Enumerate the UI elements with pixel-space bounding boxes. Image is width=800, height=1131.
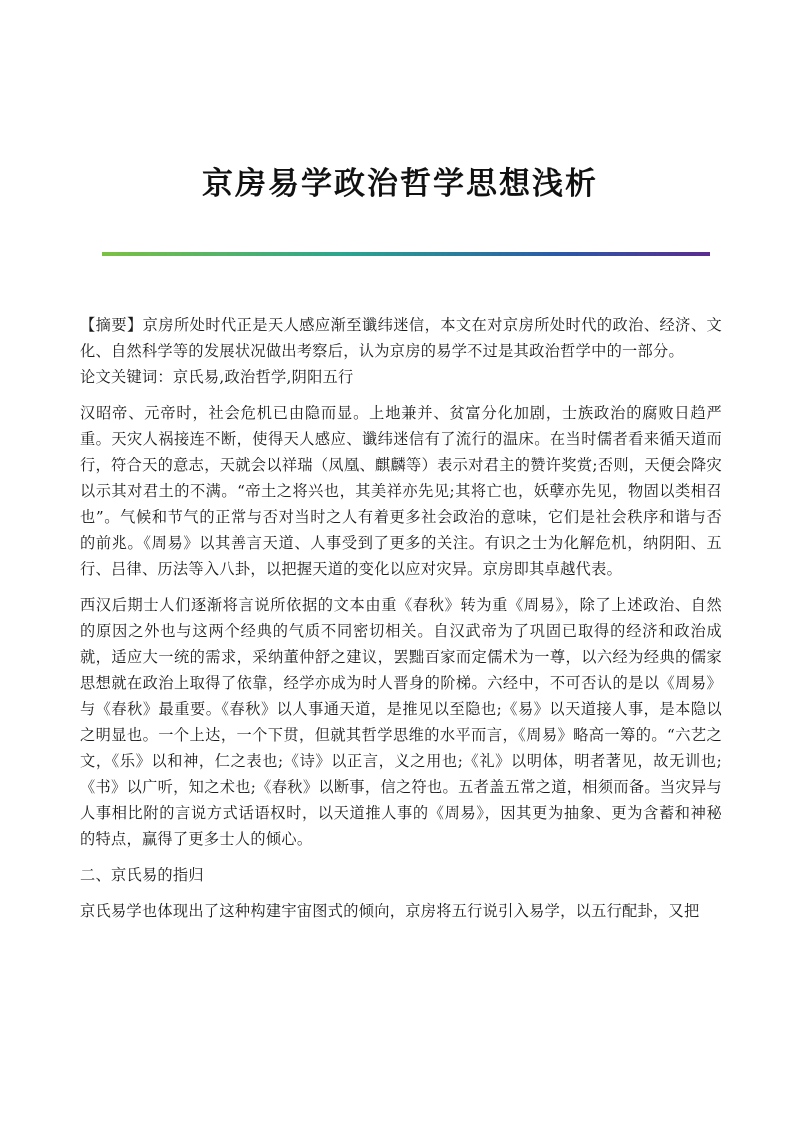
- paragraph-1: 汉昭帝、元帝时，社会危机已由隐而显。上地兼并、贫富分化加剧，士族政治的腐败日趋严重。天灾人祸接连不断，使得天人感应、谶纬迷信有了流行的温床。在当时儒者看来循天道而行，符合天的意志，天就会以祥瑞（凤凰、麒麟等）表示对君主的赞许奖赏;否则，天便会降灾以示其对君土的不满。“帝土之将兴也，其美祥亦先见;其将亡也，妖孽亦先见，物固以类相召也”。气候和节气的正常与否对当时之人有着更多社会政治的意味，它们是社会秩序和谐与否的前兆。《周易》以其善言天道、人事受到了更多的关注。有识之士为化解危机，纳阴阳、五行、吕律、历法等入八卦，以把握天道的变化以应对灾异。京房即其卓越代表。: [80, 404, 722, 578]
- keywords: 论文关键词：京氏易,政治哲学,阴阳五行: [80, 368, 354, 386]
- title-divider: [102, 252, 710, 256]
- document-body: [80, 312, 722, 934]
- document-title: 京房易学政治哲学思想浅析: [202, 166, 598, 202]
- abstract: 【摘要】京房所处时代正是天人感应渐至谶纬迷信，本文在对京房所处时代的政治、经济、文化、自然科学等的发展状况做出考察后，认为京房的易学不过是其政治哲学中的一部分。: [80, 316, 722, 360]
- paragraph-2: 西汉后期士人们逐渐将言说所依据的文本由重《春秋》转为重《周易》，除了上述政治、自然的原因之外也与这两个经典的气质不同密切相关。自汉武帝为了巩固已取得的经济和政治成就，适应大一统的需求，采纳董仲舒之建议，罢黜百家而定儒术为一尊，以六经为经典的儒家思想就在政治上取得了依靠，经学亦成为时人晋身的阶梯。六经中，不可否认的是以《周易》与《春秋》最重要。《春秋》以人事通天道，是推见以至隐也;《易》以天道接人事，是本隐以之明显也。一个上达，一个下贯，但就其哲学思维的水平而言，《周易》略高一筹的。“六艺之文，《乐》以和神，仁之表也;《诗》以正言，义之用也;《礼》以明体，明者著见，故无训也;《书》以广听，知之术也;《春秋》以断事，信之符也。五者盖五常之道，相须而备。当灾异与人事相比附的言说方式话语权时，以天道推人事的《周易》，因其更为抽象、更为含蓄和神秘的特点，赢得了更多士人的倾心。: [80, 596, 722, 848]
- section-heading: 二、京氏易的指归: [80, 866, 204, 884]
- paragraph-3: 京氏易学也体现出了这种构建宇宙图式的倾向，京房将五行说引入易学，以五行配卦，又把: [80, 902, 700, 920]
